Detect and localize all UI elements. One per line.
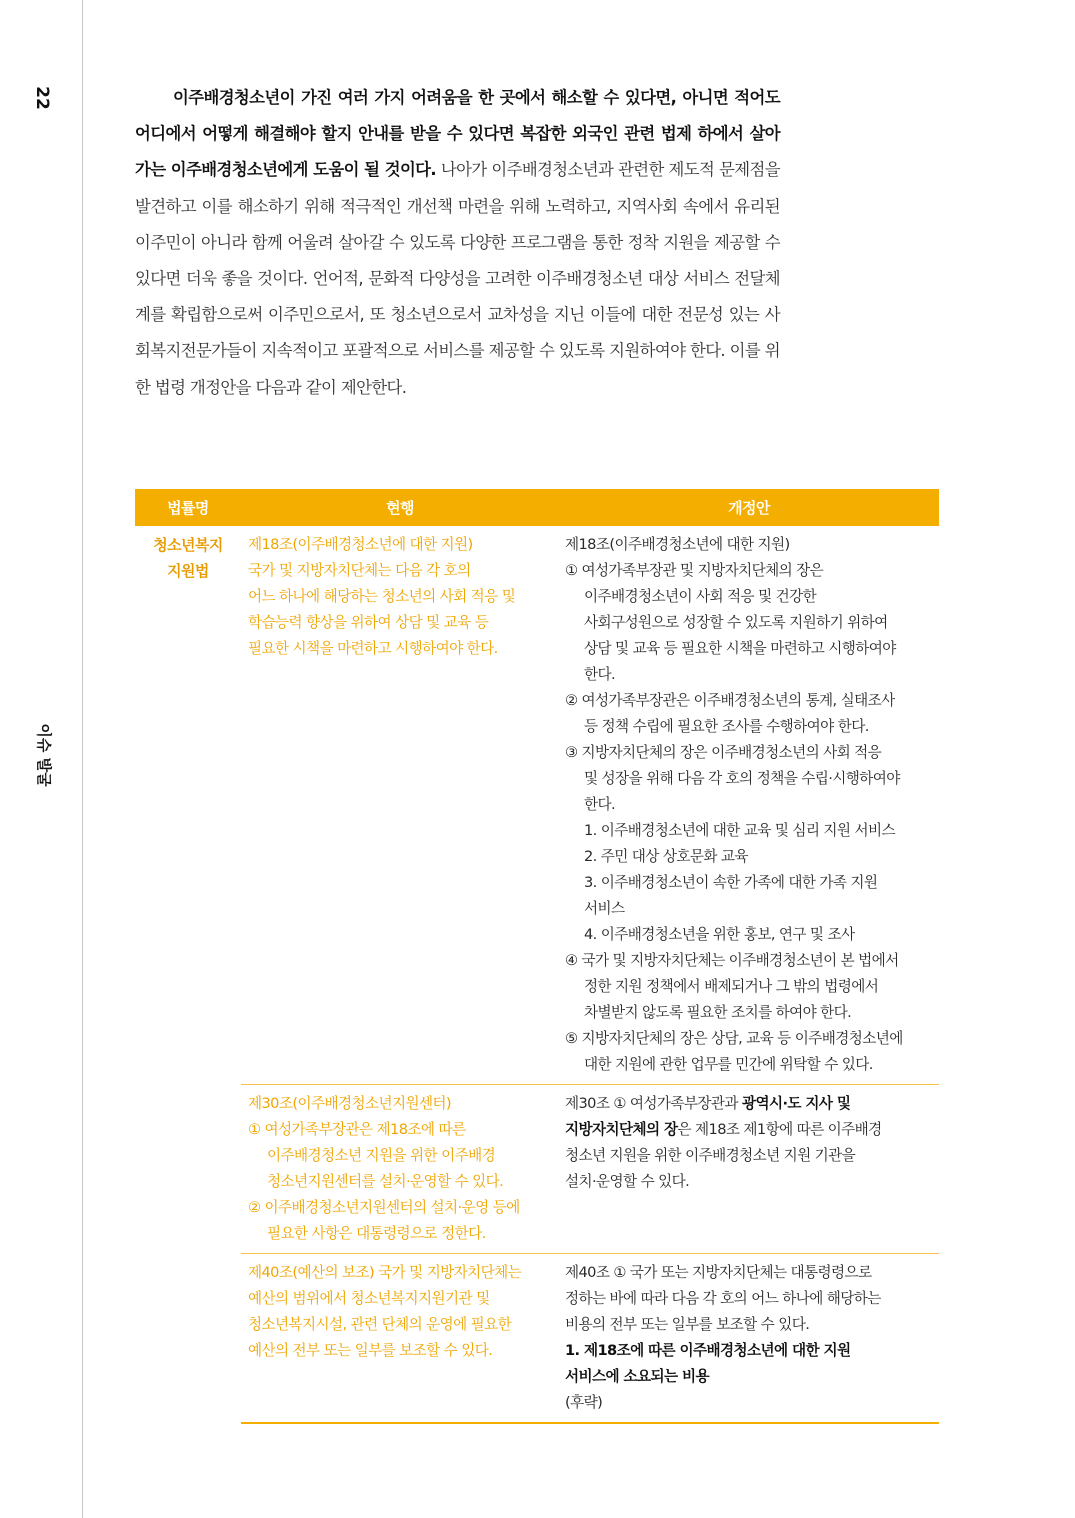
current-article-30: [241, 1085, 559, 1254]
emphasis-text: 1. 제18조에 따른 이주배경청소년에 대한 지원: [565, 1342, 851, 1359]
text-line: 청소년 지원을 위한 이주배경청소년 지원 기관을: [565, 1147, 856, 1164]
text-line: 어느 하나에 해당하는 청소년의 사회 적응 및: [248, 588, 516, 605]
text-line: 이주배경청소년이 사회 적응 및 건강한: [584, 588, 817, 605]
text-line: ① 여성가족부장관은 제18조에 따른: [248, 1121, 466, 1138]
text-line: 4. 이주배경청소년을 위한 홍보, 연구 및 조사: [584, 926, 855, 943]
text-line: 제18조(이주배경청소년에 대한 지원): [248, 536, 473, 553]
text-line: 제40조 ① 국가 또는 지방자치단체는 대통령령으로: [565, 1264, 872, 1281]
text-line: ② 여성가족부장관은 이주배경청소년의 통계, 실태조사: [565, 692, 895, 709]
current-article-40: [241, 1254, 559, 1424]
text-line: 차별받지 않도록 필요한 조치를 하여야 한다.: [584, 1004, 852, 1021]
law-name-line: 청소년복지: [153, 536, 223, 554]
text-line: 국가 및 지방자치단체는 다음 각 호의: [248, 562, 471, 579]
page-number: 22: [32, 86, 52, 110]
table-row: [135, 1254, 939, 1424]
text-segment: 제30조 ① 여성가족부장관과: [565, 1095, 742, 1112]
law-name-line: 지원법: [167, 562, 209, 580]
proposed-article-40: [559, 1254, 939, 1424]
text-line: 등 정책 수립에 필요한 조사를 수행하여야 한다.: [584, 718, 869, 735]
table-row: [135, 1085, 939, 1254]
text-line: 제30조(이주배경청소년지원센터): [248, 1095, 452, 1112]
emphasis-text: 지방자치단체의 장: [565, 1121, 678, 1138]
text-line: ① 여성가족부장관 및 지방자치단체의 장은: [565, 562, 824, 579]
current-article-18: [241, 526, 559, 1085]
text-line: 예산의 전부 또는 일부를 보조할 수 있다.: [248, 1342, 493, 1359]
header-proposed: 개정안: [559, 489, 939, 526]
text-line: 제40조(예산의 보조) 국가 및 지방자치단체는: [248, 1264, 522, 1281]
text-line: 정한 지원 정책에서 배제되거나 그 밖의 법령에서: [584, 978, 879, 995]
text-line: 설치·운영할 수 있다.: [565, 1173, 690, 1190]
text-line: (후략): [565, 1394, 603, 1411]
text-line: ② 이주배경청소년지원센터의 설치·운영 등에: [248, 1199, 520, 1216]
text-line: 이주배경청소년 지원을 위한 이주배경: [267, 1147, 496, 1164]
text-line: 청소년지원센터를 설치·운영할 수 있다.: [267, 1173, 504, 1190]
text-line: ⑤ 지방자치단체의 장은 상담, 교육 등 이주배경청소년에: [565, 1030, 903, 1047]
table-header-row: [135, 489, 939, 526]
text-line: 서비스: [584, 900, 625, 917]
text-line: 및 성장을 위해 다음 각 호의 정책을 수립·시행하여야: [584, 770, 900, 787]
proposed-article-18: [559, 526, 939, 1085]
text-line: ④ 국가 및 지방자치단체는 이주배경청소년이 본 법에서: [565, 952, 899, 969]
margin-rule: [82, 0, 83, 1518]
text-line: 제18조(이주배경청소년에 대한 지원): [565, 536, 790, 553]
text-line: 청소년복지시설, 관련 단체의 운영에 필요한: [248, 1316, 512, 1333]
text-line: 사회구성원으로 성장할 수 있도록 지원하기 위하여: [584, 614, 888, 631]
intro-paragraph: [135, 80, 780, 406]
text-line: 1. 이주배경청소년에 대한 교육 및 심리 지원 서비스: [584, 822, 895, 839]
header-law: 법률명: [135, 489, 241, 526]
text-line: 정하는 바에 따라 다음 각 호의 어느 하나에 해당하는: [565, 1290, 881, 1307]
proposed-article-30: [559, 1085, 939, 1254]
law-amendment-table: [135, 489, 939, 1424]
text-line: 비용의 전부 또는 일부를 보조할 수 있다.: [565, 1316, 810, 1333]
text-line: 대한 지원에 관한 업무를 민간에 위탁할 수 있다.: [584, 1056, 873, 1073]
text-line: ③ 지방자치단체의 장은 이주배경청소년의 사회 적응: [565, 744, 882, 761]
section-label: 이슈 발굴: [35, 723, 53, 787]
text-line: 필요한 시책을 마련하고 시행하여야 한다.: [248, 640, 498, 657]
text-line: 예산의 범위에서 청소년복지지원기관 및: [248, 1290, 490, 1307]
emphasis-text: 광역시·도 지사 및: [741, 1095, 851, 1112]
text-line: 한다.: [584, 796, 616, 813]
text-line: 2. 주민 대상 상호문화 교육: [584, 848, 748, 865]
emphasis-text: 서비스에 소요되는 비용: [565, 1368, 709, 1385]
law-name-cell: [135, 526, 241, 1423]
intro-rest: 나아가 이주배경청소년과 관련한 제도적 문제점을 발견하고 이를 해소하기 위해 적극적인 개선책 마련을 위해 노력하고, 지역사회 속에서 유리된 이주민이 아니라 함께 어울려 살아갈 수 있도록 다양한 프로그램을 통한 정착 지원을 제공할 수 있다면 더욱 좋을 것이다. 언어적, 문화적 다양성을 고려한 이주배경청소년 대상 서비스 전달체계를 확립함으로써 이주민으로서, 또 청소년으로서 교차성을 지닌 이들에 대한 전문성 있는 사회복지전문가들이 지속적이고 포괄적으로 서비스를 제공할 수 있도록 지원하여야 한다. 이를 위한 법령 개정안을 다음과 같이 제안한다.: [135, 160, 780, 397]
text-line: 한다.: [584, 666, 616, 683]
text-line: 상담 및 교육 등 필요한 시책을 마련하고 시행하여야: [584, 640, 896, 657]
table-row: [135, 526, 939, 1085]
text-segment: 은 제18조 제1항에 따른 이주배경: [677, 1121, 882, 1138]
header-current: 현행: [241, 489, 559, 526]
text-line: 3. 이주배경청소년이 속한 가족에 대한 가족 지원: [584, 874, 878, 891]
text-line: 필요한 사항은 대통령령으로 정한다.: [267, 1225, 486, 1242]
intro-bold: 이주배경청소년이 가진 여러 가지 어려움을 한 곳에서 해소할 수 있다면, 아니면 적어도 어디에서 어떻게 해결해야 할지 안내를 받을 수 있다면 복잡한 외국인 관련 법제 하에서 살아가는 이주배경청소년에게 도움이 될 것이다.: [135, 88, 780, 180]
text-line: 학습능력 향상을 위하여 상담 및 교육 등: [248, 614, 489, 631]
